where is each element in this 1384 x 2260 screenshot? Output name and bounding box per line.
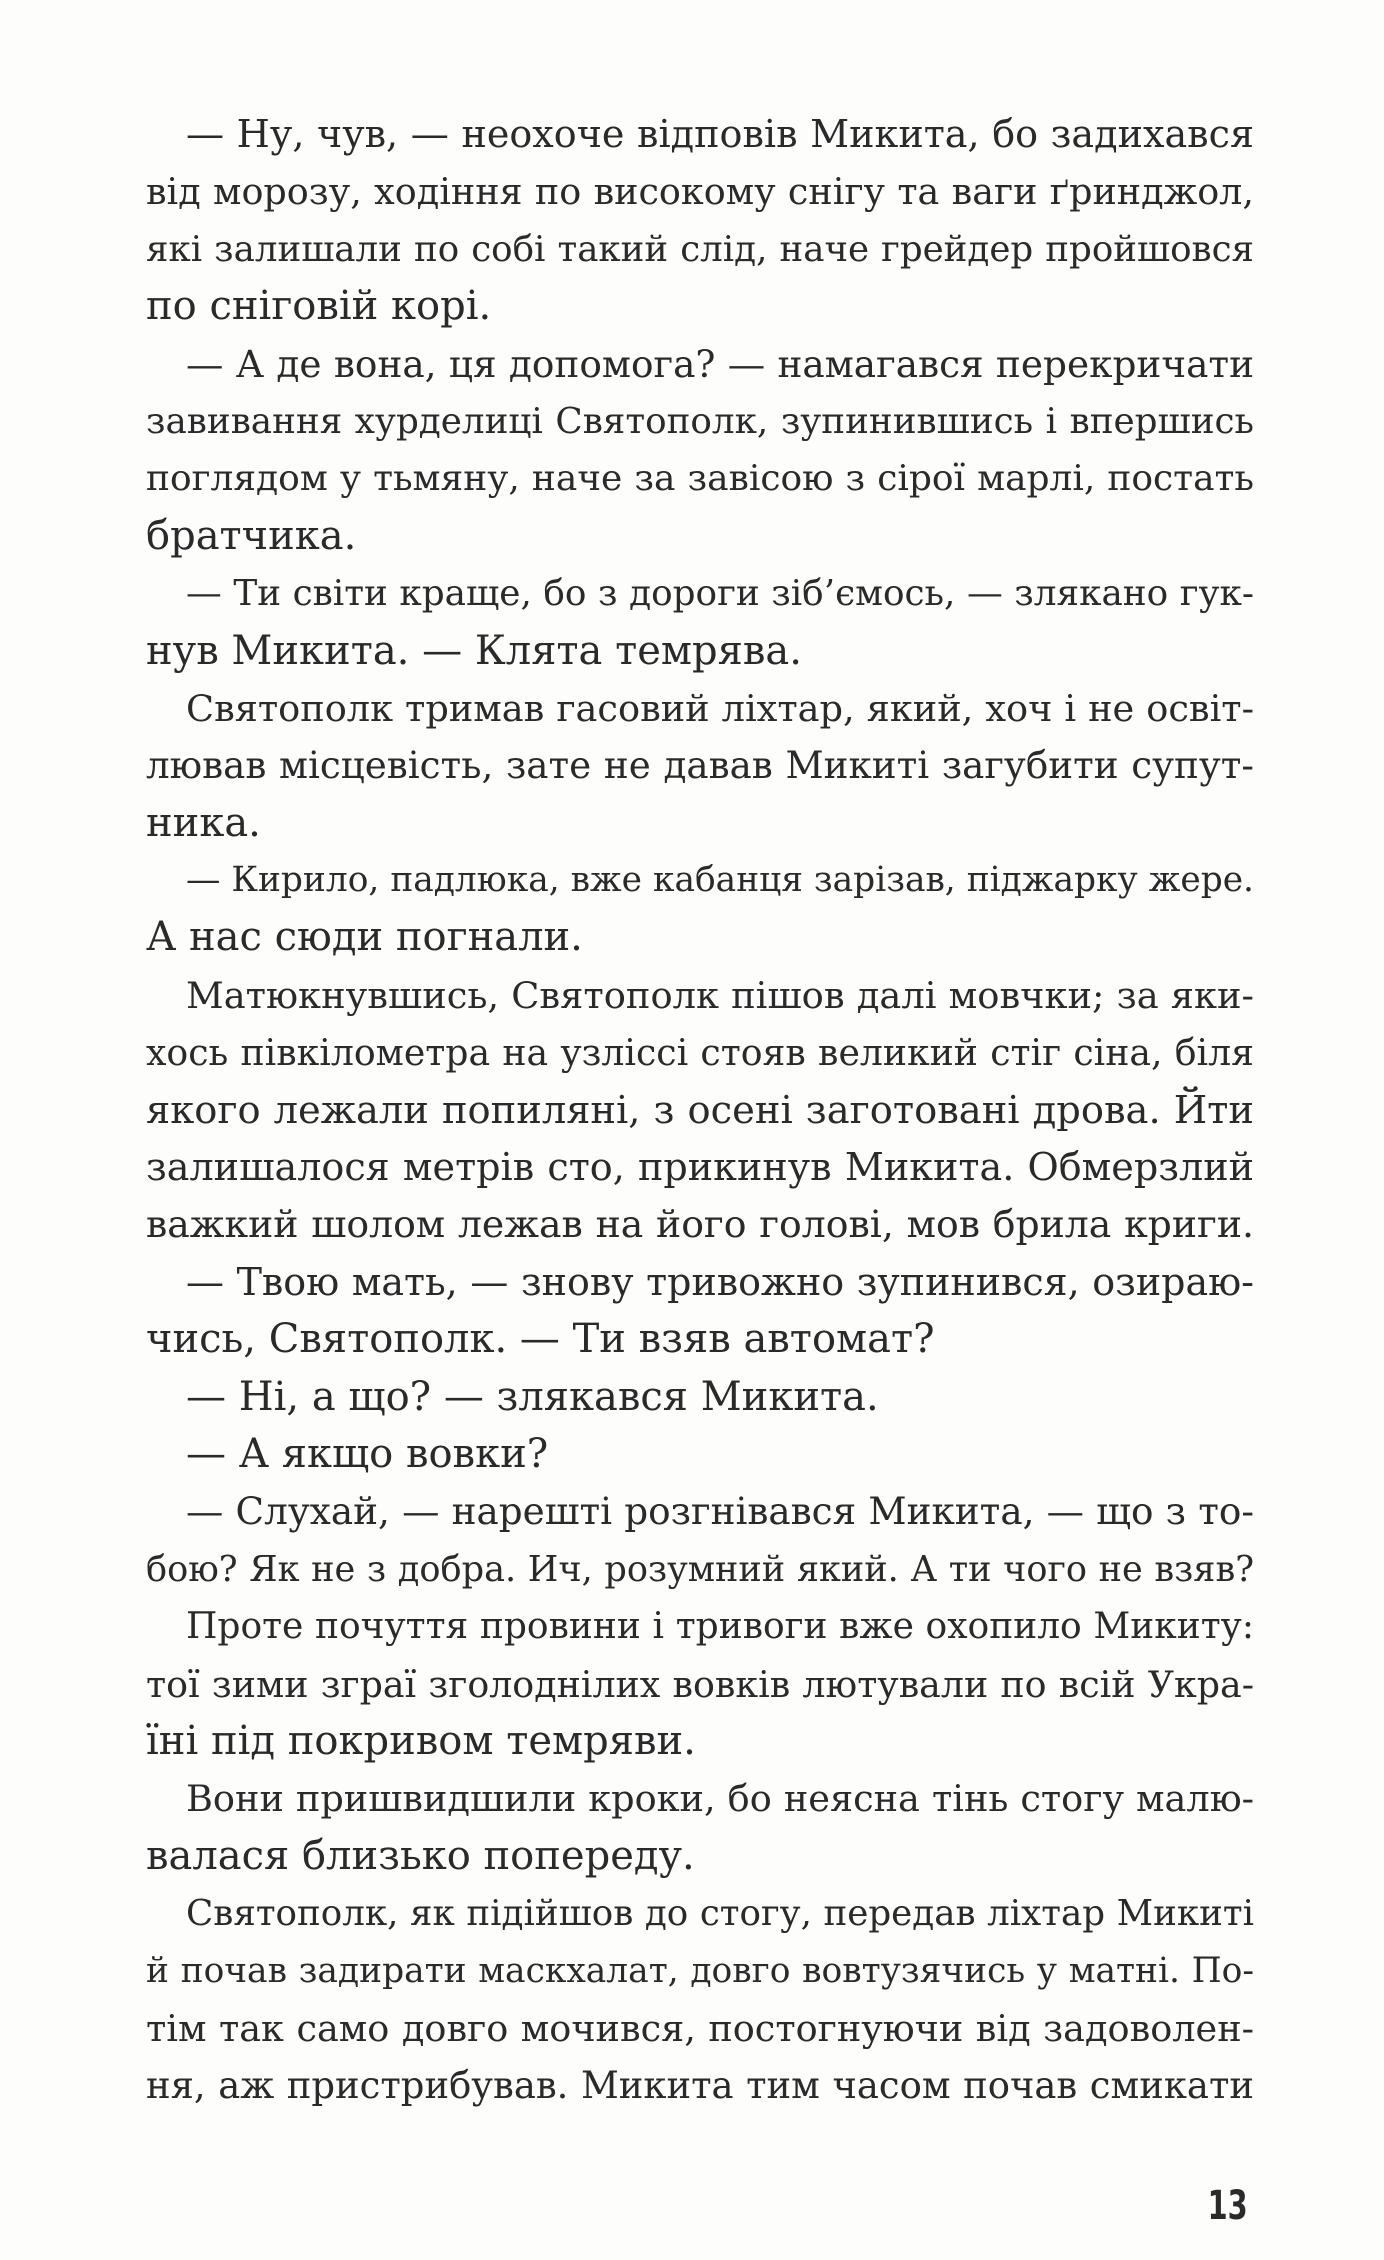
text-line: хось півкілометра на узліссі стояв великий стіг сіна, біля	[146, 1031, 1254, 1075]
text-line: — Слухай, — нарешті розгнівався Микита, — що з то-	[186, 1489, 1254, 1534]
text-line: — Твою мать, — знову тривожно зупинився, озираю-	[186, 1259, 1254, 1304]
text-line: братчика.	[146, 512, 357, 559]
text-line: нув Микита. — Клята темрява.	[146, 627, 802, 674]
text-line: й почав задирати маскхалат, довго вовтузячись у матні. По-	[146, 1950, 1254, 1991]
text-line: Вони пришвидшили кроки, бо неясна тінь стогу малю-	[186, 1777, 1254, 1821]
text-line: завивання хурделиці Святополк, зупинившись і впершись	[146, 400, 1254, 442]
text-line: залишалося метрів сто, прикинув Микита. Обмерзлий	[146, 1145, 1254, 1190]
body-text	[146, 106, 1254, 2115]
text-line: Святополк, як підійшов до стогу, передав ліхтар Микиті	[186, 1893, 1254, 1935]
text-line: Проте почуття провини і тривоги вже охопило Микиту:	[186, 1606, 1254, 1648]
text-line: чись, Святополк. — Ти взяв автомат?	[146, 1316, 935, 1363]
text-line: які залишали по собі такий слід, наче грейдер пройшовся	[146, 228, 1254, 270]
text-line: — Ні, а що? — злякався Микита.	[186, 1373, 879, 1420]
text-line: бою? Як не з добра. Ич, розумний який. А ти чого не взяв?	[146, 1548, 1254, 1590]
text-line: — Кирило, падлюка, вже кабанця зарізав, піджарку жере.	[186, 860, 1254, 901]
text-line: тої зими зграї зголоднілих вовків лютували по всій Укра-	[146, 1662, 1254, 1706]
text-line: — Ти світи краще, бо з дороги зіб’ємось, — злякано гук-	[186, 573, 1254, 615]
text-line: лював місцевість, зате не давав Микиті загубити супут-	[146, 743, 1254, 788]
page-number: 13	[1207, 2183, 1248, 2229]
text-line: ника.	[146, 799, 261, 846]
text-line: А нас сюди погнали.	[146, 914, 583, 961]
text-line: валася близько попереду.	[146, 1832, 695, 1879]
text-line: по сніговій корі.	[146, 283, 492, 330]
text-line: тім так само довго мочився, постогнуючи від задоволен-	[146, 2006, 1254, 2050]
text-line: поглядом у тьмяну, наче за завісою з сірої марлі, постать	[146, 458, 1254, 500]
text-line: важкий шолом лежав на його голові, мов брила криги.	[146, 1202, 1254, 1247]
text-line: від морозу, ходіння по високому снігу та ваги ґринджол,	[146, 170, 1254, 214]
text-line: Матюкнувшись, Святополк пішов далі мовчки; за яки-	[186, 973, 1254, 1017]
text-line: якого лежали попиляні, з осені заготовані дрова. Йти	[146, 1087, 1254, 1133]
text-line: ня, аж пристрибував. Микита тим часом почав смикати	[146, 2064, 1254, 2108]
text-line: — А якщо вовки?	[186, 1430, 549, 1477]
text-line: Святополк тримав гасовий ліхтар, який, хоч і не освіт-	[186, 686, 1254, 730]
text-line: — А де вона, ця допомога? — намагався перекричати	[186, 341, 1254, 386]
text-line: їні під покривом темряви.	[146, 1717, 696, 1764]
text-line: — Ну, чув, — неохоче відповів Микита, бо задихався	[186, 112, 1254, 156]
